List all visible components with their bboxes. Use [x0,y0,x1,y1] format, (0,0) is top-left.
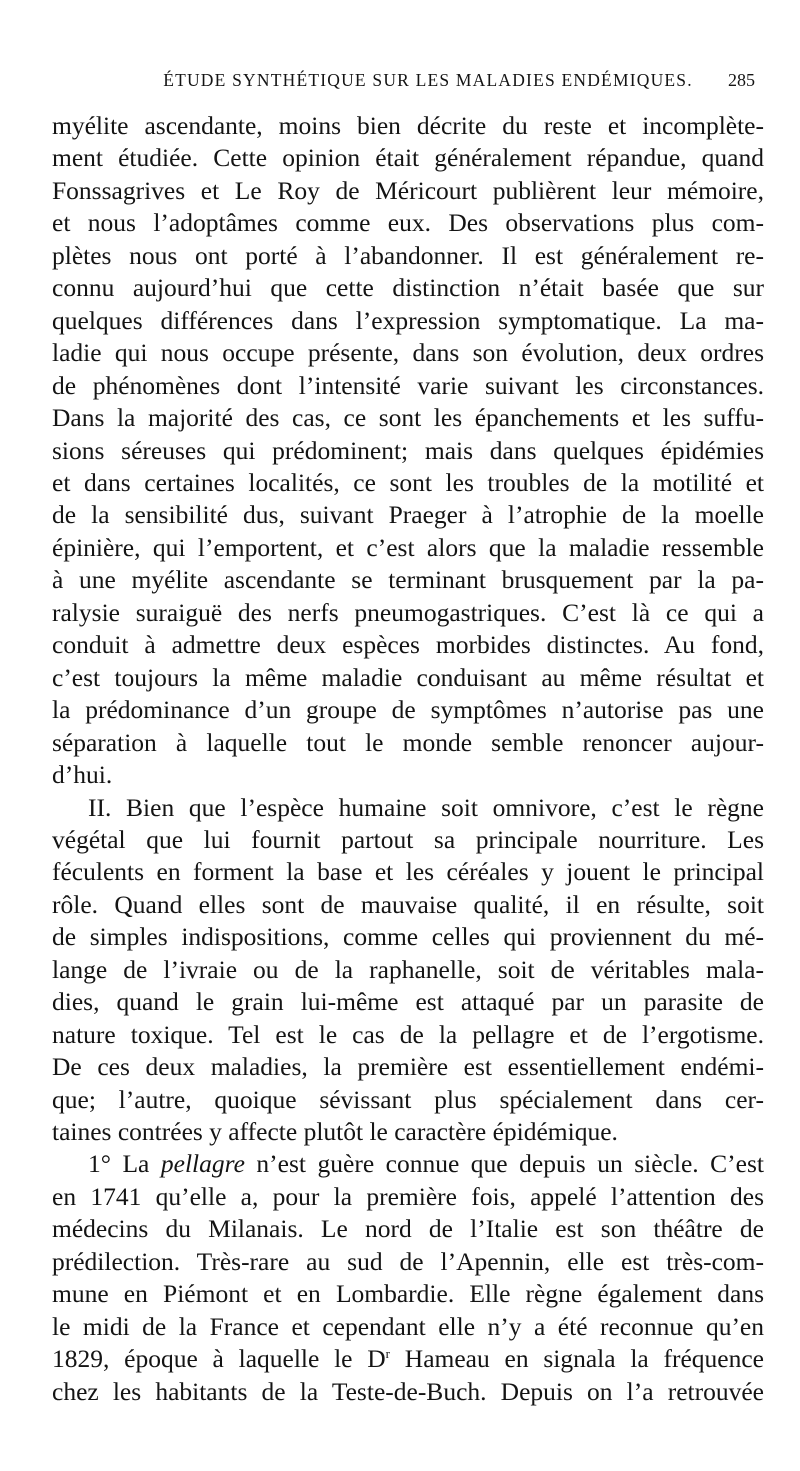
text-line: connu aujourd’hui que cette distinction n’était basée que sur [52,273,764,303]
text-line: à une myélite ascendante se terminant brusquement par la pa- [52,565,764,595]
text-line: De ces deux maladies, la première est essentiellement endémi- [52,1052,764,1082]
text-line: de phénomènes dont l’intensité varie suivant les circonstances. [52,370,764,400]
text-line: de simples indispositions, comme celles qui proviennent du mé- [52,922,764,952]
text-line: ment étudiée. Cette opinion était généralement répandue, quand [52,143,764,173]
text-line: quelques différences dans l’expression symptomatique. La ma- [52,305,764,335]
italic-term: pellagre [160,1149,245,1179]
text-line: prédilection. Très-rare au sud de l’Apennin, elle est très-com- [52,1246,764,1276]
text-line: médecins du Milanais. Le nord de l’Italie est son théâtre de [52,1214,764,1244]
superscript: r [385,1346,391,1362]
text-line [88,1149,764,1179]
text-segment: 1829, époque à laquelle le D [52,1344,386,1374]
text-line: myélite ascendante, moins bien décrite du reste et incomplète- [52,111,764,140]
text-line: et nous l’adoptâmes comme eux. Des observations plus com- [52,208,764,238]
page-number: 285 [728,70,755,90]
text-line: rôle. Quand elles sont de mauvaise qualité, il en résulte, soit [52,889,764,919]
text-line: Fonssagrives et Le Roy de Méricourt publièrent leur mémoire, [52,175,764,205]
text-line: que; l’autre, quoique sévissant plus spécialement dans cer- [52,1084,764,1114]
text-line: de la sensibilité dus, suivant Praeger à l’atrophie de la moelle [52,500,764,530]
running-title: ÉTUDE SYNTHÉTIQUE SUR LES MALADIES ENDÉMIQUES. [163,70,693,90]
text-line: taines contrées y affecte plutôt le caractère épidémique. [52,1117,618,1146]
text-line: féculents en forment la base et les céréales y jouent le principal [52,857,764,887]
text-line: II. Bien que l’espèce humaine soit omnivore, c’est le règne [88,792,764,822]
text-line [52,1344,764,1374]
text-line: conduit à admettre deux espèces morbides distinctes. Au fond, [52,630,764,660]
text-line: en 1741 qu’elle a, pour la première fois, appelé l’attention des [52,1181,764,1211]
text-line: mune en Piémont et en Lombardie. Elle règne également dans [52,1279,764,1309]
text-line: la prédominance d’un groupe de symptômes n’autorise pas une [52,695,764,725]
text-line: plètes nous ont porté à l’abandonner. Il est généralement re- [52,240,764,270]
text-line: Dans la majorité des cas, ce sont les épanchements et les suffu- [52,403,764,433]
text-line: d’hui. [52,760,113,789]
text-line: séparation à laquelle tout le monde semble renoncer aujour- [52,727,764,757]
text-line: lange de l’ivraie ou de la raphanelle, soit de véritables mala- [52,954,764,984]
text-segment: 1° La [88,1149,161,1179]
text-line: ladie qui nous occupe présente, dans son évolution, deux ordres [52,338,764,368]
text-segment: n’est guère connue que depuis un siècle. C’est [244,1149,764,1179]
text-line: nature toxique. Tel est le cas de la pellagre et de l’ergotisme. [52,1019,764,1049]
text-line: ralysie suraiguë des nerfs pneumogastriques. C’est là ce qui a [52,597,764,627]
text-line: et dans certaines localités, ce sont les troubles de la motilité et [52,468,764,497]
text-line: épinière, qui l’emportent, et c’est alors que la maladie ressemble [52,532,764,562]
text-line: sions séreuses qui prédominent; mais dans quelques épidémies [52,435,764,465]
text-line: c’est toujours la même maladie conduisant au même résultat et [52,662,764,692]
text-line: chez les habitants de la Teste-de-Buch. Depuis on l’a retrouvée [52,1376,764,1406]
text-line: le midi de la France et cependant elle n’y a été reconnue qu’en [52,1311,764,1341]
text-segment: Hameau en signala la fréquence [390,1344,764,1374]
text-line: dies, quand le grain lui-même est attaqué par un parasite de [52,987,764,1017]
text-line: végétal que lui fournit partout sa principale nourriture. Les [52,824,764,854]
